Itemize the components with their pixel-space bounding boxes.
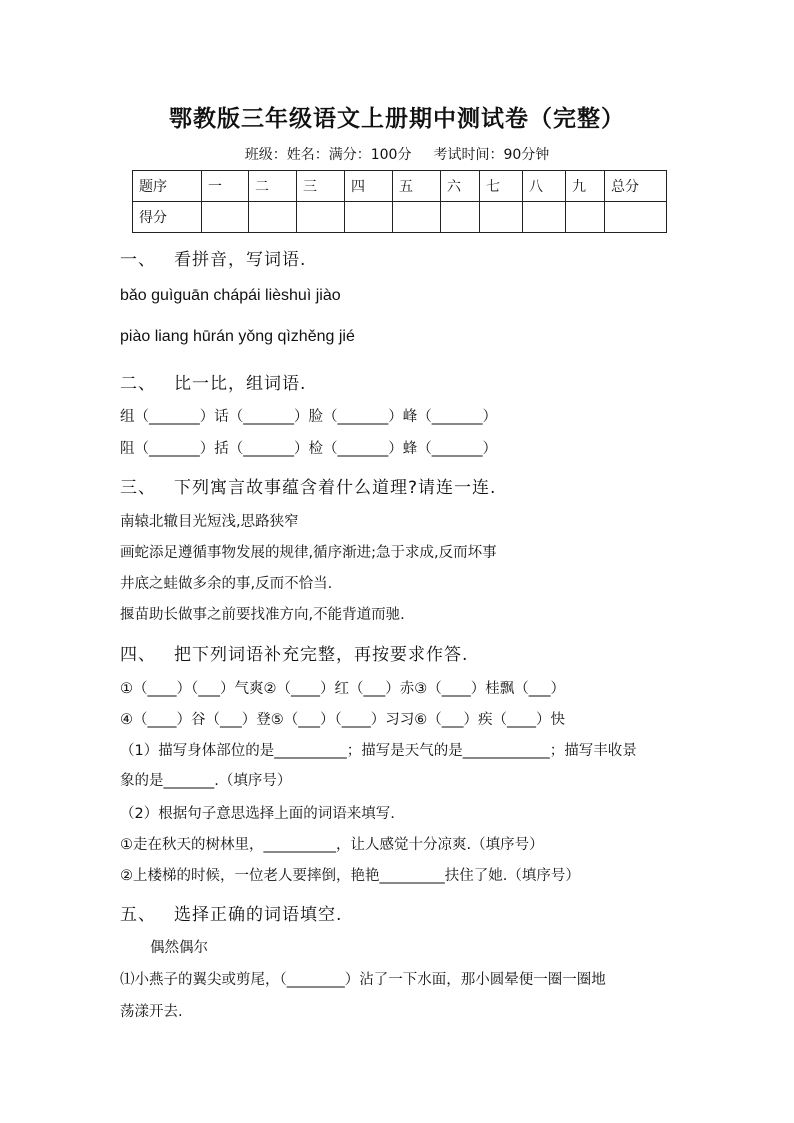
question-2-item-1: ①走在秋天的树林里，__________，让人感觉十分凉爽.（填序号） <box>120 837 544 853</box>
question-2-item-2: ②上楼梯的时候，一位老人要摔倒，艳艳_________扶住了她.（填序号） <box>120 868 580 884</box>
question-2-heading: （2）根据句子意思选择上面的词语来填写. <box>120 806 395 822</box>
section-number: 四、 <box>120 645 156 665</box>
score-cell[interactable] <box>393 202 441 233</box>
page-title: 鄂教版三年级语文上册期中测试卷（完整） <box>169 105 625 132</box>
fable-item: 画蛇添足遵循事物发展的规律,循序渐进;急于求成,反而坏事 <box>120 545 497 561</box>
section-title: 比一比，组词语. <box>174 374 307 394</box>
section-heading-4 <box>120 640 468 665</box>
complete-line-1: ①（____）（___）气爽②（____）红（___）赤③（____）桂飘（___） <box>120 681 565 697</box>
score-header-cell: 题序 <box>133 171 202 202</box>
exam-info <box>0 144 794 164</box>
score-cell[interactable] <box>202 202 249 233</box>
score-header-cell: 一 <box>202 171 249 202</box>
score-header-cell: 七 <box>480 171 523 202</box>
section-title: 选择正确的词语填空. <box>174 905 343 925</box>
score-header-cell: 三 <box>297 171 345 202</box>
score-header-cell: 二 <box>249 171 297 202</box>
score-cell[interactable] <box>566 202 605 233</box>
section-heading-5 <box>120 900 342 925</box>
question-1-line-b: 象的是_______.（填序号） <box>120 773 292 789</box>
choose-question-1-line-a: ⑴小燕子的翼尖或剪尾，（________）沾了一下水面，那小圆晕便一圈一圈地 <box>120 972 606 988</box>
score-cell[interactable] <box>605 202 667 233</box>
complete-line-2: ④（____）谷（___）登⑤（___）（____）习习⑥（___）疾（____）快 <box>120 712 565 728</box>
score-cell[interactable] <box>249 202 297 233</box>
section-heading-2 <box>120 369 306 394</box>
score-table <box>132 170 667 233</box>
score-header-cell: 五 <box>393 171 441 202</box>
score-table-header-row <box>133 171 667 202</box>
class-name-score-info: 班级：姓名：满分：100分 <box>244 147 412 163</box>
compare-line-1: 组（_______）话（_______）脸（_______）峰（_______） <box>120 409 497 425</box>
score-table-score-row <box>133 202 667 233</box>
fable-item: 井底之蛙做多余的事,反而不恰当. <box>120 576 333 592</box>
score-cell[interactable] <box>523 202 566 233</box>
score-cell[interactable] <box>441 202 480 233</box>
question-1-line-a: （1）描写身体部位的是__________；描写是天气的是____________；描写丰收景 <box>120 743 637 759</box>
score-header-cell: 四 <box>345 171 393 202</box>
compare-line-2: 阻（_______）括（_______）检（_______）蜂（_______） <box>120 441 497 457</box>
score-header-cell: 总分 <box>605 171 667 202</box>
score-header-cell: 九 <box>566 171 605 202</box>
section-number: 二、 <box>120 374 156 394</box>
section-number: 五、 <box>120 905 156 925</box>
fable-item: 揠苗助长做事之前要找准方向,不能背道而驰. <box>120 607 405 623</box>
exam-time-info: 考试时间：90分钟 <box>433 147 550 163</box>
section-number: 三、 <box>120 478 156 498</box>
section-title: 把下列词语补充完整，再按要求作答. <box>174 645 469 665</box>
score-header-cell: 六 <box>441 171 480 202</box>
word-options: 偶然偶尔 <box>150 940 208 956</box>
section-heading-3 <box>120 473 496 498</box>
section-heading-1 <box>120 245 306 270</box>
score-header-cell: 八 <box>523 171 566 202</box>
section-title: 看拼音，写词语. <box>174 250 307 270</box>
section-title: 下列寓言故事蕴含着什么道理?请连一连. <box>174 478 497 498</box>
pinyin-line-2: piào liang hūrán yǒng qìzhěng jié <box>120 328 355 345</box>
score-cell[interactable] <box>297 202 345 233</box>
score-cell[interactable] <box>480 202 523 233</box>
pinyin-line-1: bǎo guìguān chápái lièshuì jiào <box>120 287 341 304</box>
fable-item: 南辕北辙目光短浅,思路狭窄 <box>120 514 299 530</box>
choose-question-1-line-b: 荡漾开去. <box>120 1004 183 1020</box>
score-cell[interactable] <box>345 202 393 233</box>
score-row-label: 得分 <box>133 202 202 233</box>
section-number: 一、 <box>120 250 156 270</box>
